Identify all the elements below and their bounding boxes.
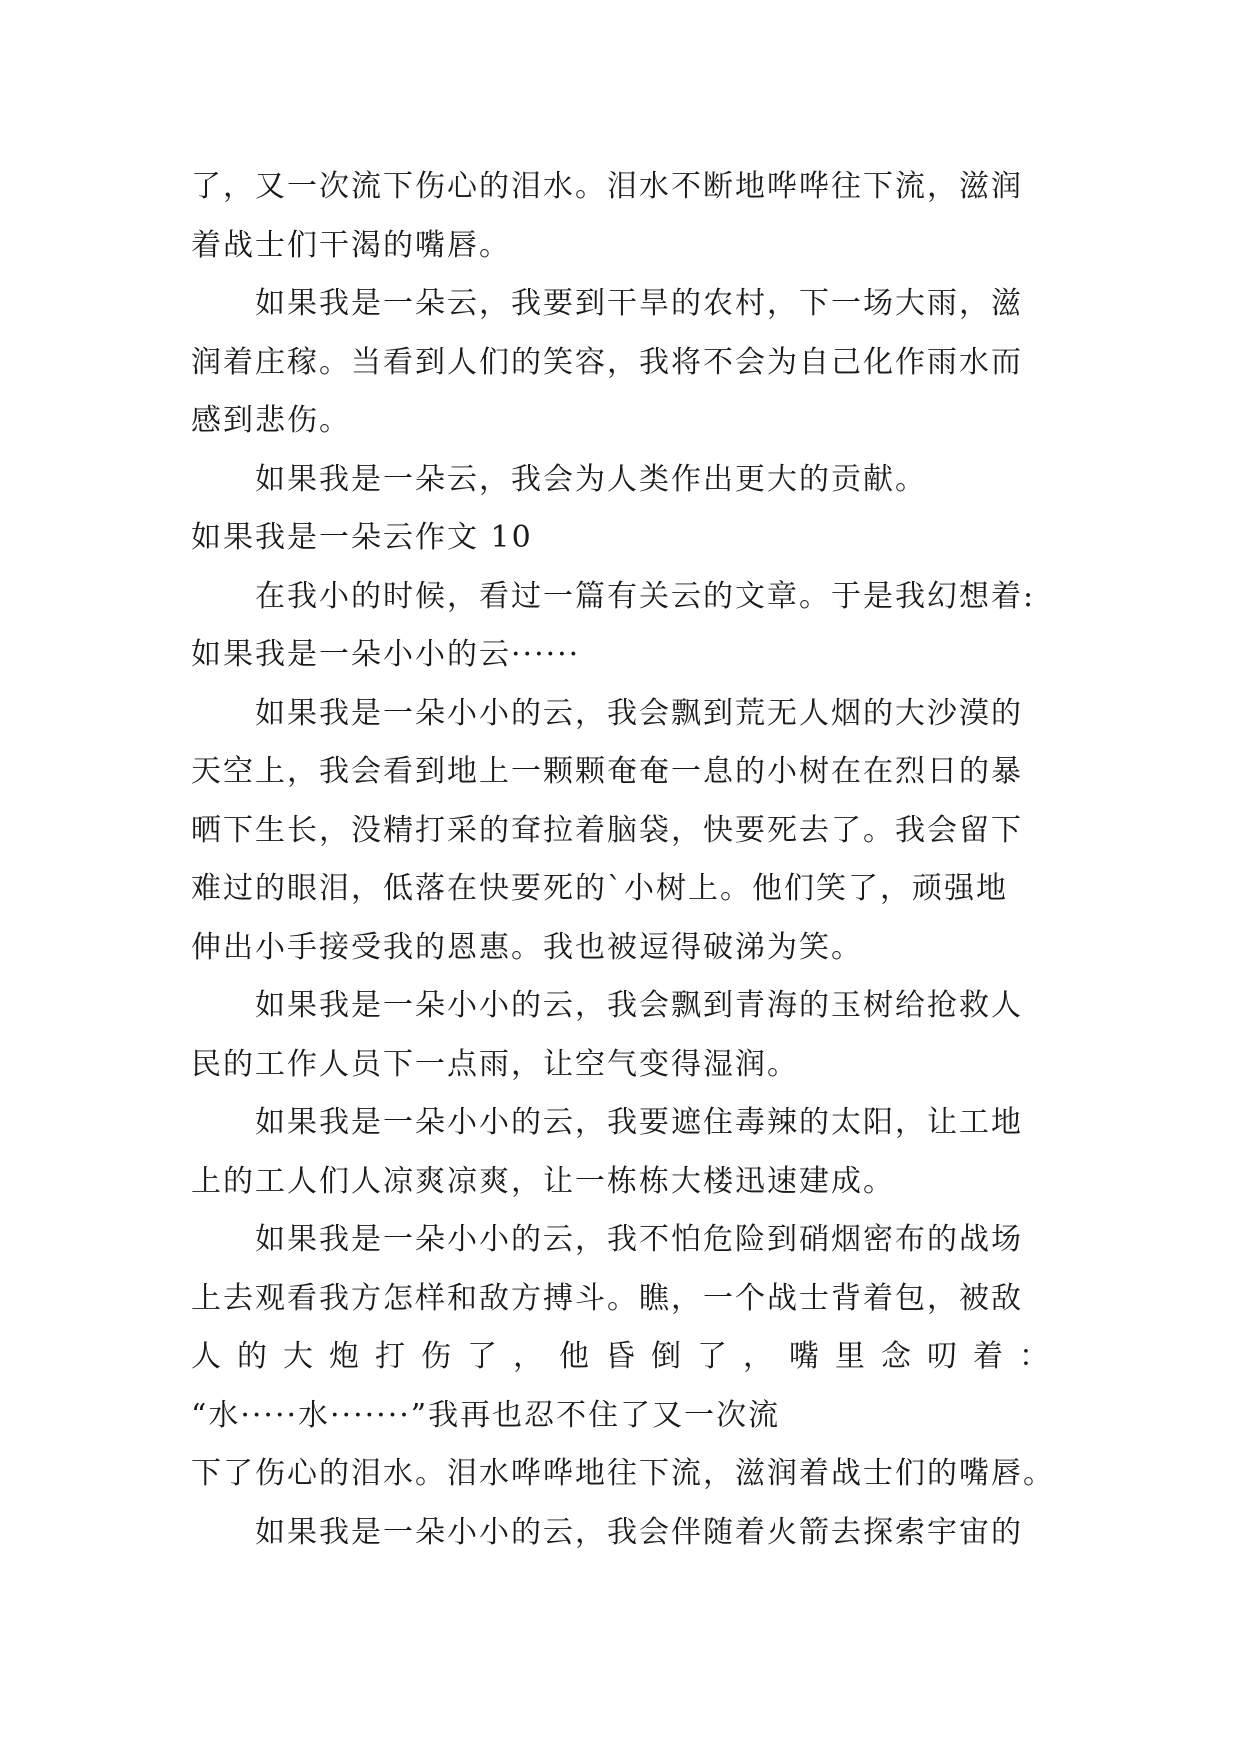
text-char: 嘴 — [789, 1339, 821, 1374]
text-char: 念 — [881, 1339, 913, 1374]
text-line: 难过的眼泪，低落在快要死的`小树上。他们笑了，顽强地 — [191, 871, 1008, 906]
text-line: 如果我是一朵小小的云，我不怕危险到硝烟密布的战场 — [255, 1222, 1023, 1257]
text-char: 了 — [467, 1339, 499, 1374]
text-char: 的 — [237, 1339, 269, 1374]
text-char: ， — [513, 1339, 545, 1374]
text-line: 晒下生长，没精打采的耷拉着脑袋，快要死去了。我会留下 — [191, 812, 1023, 848]
text-char: 他 — [559, 1339, 591, 1374]
text-line: 天空上，我会看到地上一颗颗奄奄一息的小树在在烈日的暴 — [191, 754, 1023, 789]
text-char: 倒 — [651, 1339, 683, 1374]
text-line: 如果我是一朵云，我会为人类作出更大的贡献。 — [255, 461, 927, 497]
text-char: 炮 — [329, 1339, 361, 1374]
text-line: 下了伤心的泪水。泪水哗哗地往下流，滋润着战士们的嘴唇。 — [191, 1456, 1055, 1491]
text-char: 着 — [973, 1339, 1005, 1374]
text-char: 昏 — [605, 1339, 637, 1374]
text-line: 如果我是一朵云作文 10 — [191, 520, 533, 555]
text-char: 大 — [283, 1339, 315, 1374]
text-line: 上去观看我方怎样和敌方搏斗。瞧，一个战士背着包，被敌 — [191, 1280, 1023, 1316]
text-line: 如果我是一朵云，我要到干旱的农村，下一场大雨，滋 — [255, 286, 1023, 321]
text-char: ， — [743, 1339, 775, 1374]
text-line: 了，又一次流下伤心的泪水。泪水不断地哗哗往下流，滋润 — [191, 169, 1023, 204]
text-char: 打 — [375, 1339, 407, 1374]
text-line: 着战士们干渴的嘴唇。 — [191, 227, 511, 263]
text-char: 里 — [835, 1339, 867, 1374]
text-line: 如果我是一朵小小的云······ — [191, 637, 581, 672]
text-char: 了 — [697, 1339, 729, 1374]
text-line: 感到悲伤。 — [191, 403, 351, 438]
text-line: 如果我是一朵小小的云，我要遮住毒辣的太阳，让工地 — [255, 1105, 1023, 1140]
text-line: 在我小的时候，看过一篇有关云的文章。于是我幻想着: — [255, 578, 1036, 614]
text-char: ： — [1019, 1339, 1051, 1374]
text-char: 伤 — [421, 1339, 453, 1374]
text-line: 上的工人们人凉爽凉爽，让一栋栋大楼迅速建成。 — [191, 1163, 895, 1199]
text-line: 如果我是一朵小小的云，我会伴随着火箭去探索宇宙的 — [255, 1514, 1023, 1550]
text-line: “水·····水·······”我再也忍不住了又一次流 — [191, 1397, 781, 1433]
text-line — [191, 1328, 1051, 1387]
text-line: 如果我是一朵小小的云，我会飘到青海的玉树给抢救人 — [255, 988, 1023, 1023]
document-body — [191, 158, 1055, 1562]
text-line: 润着庄稼。当看到人们的笑容，我将不会为自己化作雨水而 — [191, 344, 1023, 380]
text-line: 民的工作人员下一点雨，让空气变得湿润。 — [191, 1046, 799, 1082]
text-char: 人 — [191, 1339, 223, 1374]
text-line: 如果我是一朵小小的云，我会飘到荒无人烟的大沙漠的 — [255, 695, 1023, 731]
text-line: 伸出小手接受我的恩惠。我也被逗得破涕为笑。 — [191, 929, 863, 965]
text-char: 叨 — [927, 1339, 959, 1374]
